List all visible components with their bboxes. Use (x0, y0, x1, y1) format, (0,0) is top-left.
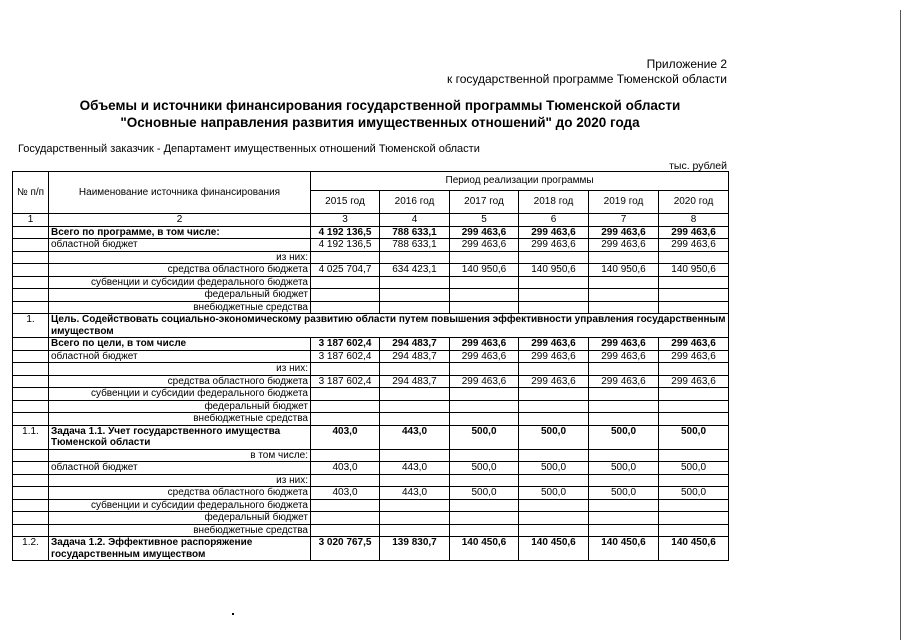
row-number (13, 474, 49, 487)
value-cell: 500,0 (519, 487, 589, 500)
header-year: 2016 год (380, 191, 450, 214)
value-cell (519, 400, 589, 413)
value-cell (380, 251, 450, 264)
value-cell: 4 025 704,7 (311, 264, 380, 277)
value-cell: 500,0 (450, 462, 519, 475)
value-cell (589, 524, 659, 537)
value-cell: 299 463,6 (659, 239, 729, 252)
row-number (13, 388, 49, 401)
table-row (13, 388, 729, 401)
value-cell (380, 400, 450, 413)
value-cell (519, 363, 589, 376)
table-row (13, 338, 729, 351)
header-col-no: № п/п (13, 172, 49, 214)
value-cell (589, 289, 659, 302)
value-cell: 294 483,7 (380, 350, 450, 363)
row-number (13, 350, 49, 363)
row-number (13, 462, 49, 475)
table-row (13, 276, 729, 289)
units-label: тыс. рублей (669, 160, 727, 172)
table-row (13, 350, 729, 363)
value-cell: 294 483,7 (380, 375, 450, 388)
value-cell: 299 463,6 (659, 338, 729, 351)
value-cell (450, 388, 519, 401)
table-row (13, 524, 729, 537)
value-cell: 140 950,6 (659, 264, 729, 277)
value-cell: 299 463,6 (659, 375, 729, 388)
value-cell (589, 449, 659, 462)
table-row (13, 474, 729, 487)
value-cell (589, 512, 659, 525)
row-number (13, 338, 49, 351)
header-year: 2017 год (450, 191, 519, 214)
value-cell (519, 499, 589, 512)
value-cell: 4 192 136,5 (311, 226, 380, 239)
value-cell (589, 474, 659, 487)
row-name: средства областного бюджета (49, 264, 311, 277)
header-row-1 (13, 172, 729, 191)
value-cell (519, 276, 589, 289)
row-number (13, 239, 49, 252)
table-row (13, 264, 729, 277)
row-number (13, 524, 49, 537)
appendix-line1: Приложение 2 (646, 57, 727, 71)
value-cell (659, 400, 729, 413)
value-cell: 403,0 (311, 462, 380, 475)
value-cell (519, 413, 589, 426)
value-cell: 443,0 (380, 487, 450, 500)
table-row (13, 363, 729, 376)
value-cell (589, 251, 659, 264)
value-cell (659, 524, 729, 537)
row-name: из них: (49, 474, 311, 487)
value-cell (589, 276, 659, 289)
value-cell (311, 388, 380, 401)
value-cell (450, 499, 519, 512)
table-row (13, 537, 729, 561)
value-cell: 299 463,6 (589, 239, 659, 252)
row-name: Задача 1.1. Учет государственного имущества Тюменской области (49, 425, 311, 449)
value-cell (380, 388, 450, 401)
value-cell: 403,0 (311, 425, 380, 449)
table-row (13, 413, 729, 426)
value-cell: 4 192 136,5 (311, 239, 380, 252)
value-cell: 299 463,6 (589, 350, 659, 363)
value-cell: 403,0 (311, 487, 380, 500)
value-cell (450, 276, 519, 289)
table-row (13, 512, 729, 525)
table-row (13, 226, 729, 239)
value-cell: 500,0 (659, 487, 729, 500)
value-cell (659, 413, 729, 426)
value-cell (311, 524, 380, 537)
column-number: 4 (380, 214, 450, 227)
row-name: федеральный бюджет (49, 400, 311, 413)
value-cell: 299 463,6 (589, 375, 659, 388)
table-row (13, 375, 729, 388)
value-cell: 299 463,6 (519, 226, 589, 239)
row-number (13, 289, 49, 302)
row-number (13, 264, 49, 277)
value-cell (450, 251, 519, 264)
row-number (13, 251, 49, 264)
value-cell (519, 512, 589, 525)
value-cell: 299 463,6 (589, 338, 659, 351)
row-number (13, 226, 49, 239)
value-cell: 140 950,6 (589, 264, 659, 277)
row-name: внебюджетные средства (49, 413, 311, 426)
value-cell: 299 463,6 (450, 226, 519, 239)
value-cell: 500,0 (519, 425, 589, 449)
value-cell: 634 423,1 (380, 264, 450, 277)
value-cell (311, 413, 380, 426)
header-period: Период реализации программы (311, 172, 729, 191)
state-customer: Государственный заказчик - Департамент имущественных отношений Тюменской области (18, 143, 480, 155)
value-cell (311, 301, 380, 314)
value-cell (380, 524, 450, 537)
value-cell (659, 363, 729, 376)
row-name: из них: (49, 363, 311, 376)
value-cell: 3 187 602,4 (311, 338, 380, 351)
value-cell (450, 289, 519, 302)
row-number: 1.1. (13, 425, 49, 449)
value-cell (519, 289, 589, 302)
row-name: областной бюджет (49, 462, 311, 475)
table-row (13, 289, 729, 302)
value-cell (659, 276, 729, 289)
value-cell: 299 463,6 (450, 350, 519, 363)
row-name: Всего по цели, в том числе (49, 338, 311, 351)
row-number (13, 363, 49, 376)
table-row (13, 251, 729, 264)
value-cell: 788 633,1 (380, 239, 450, 252)
appendix-note (447, 57, 727, 87)
row-name: в том числе: (49, 449, 311, 462)
row-name: средства областного бюджета (49, 487, 311, 500)
row-name: из них: (49, 251, 311, 264)
value-cell (311, 276, 380, 289)
value-cell (450, 474, 519, 487)
value-cell: 500,0 (659, 462, 729, 475)
row-name: областной бюджет (49, 239, 311, 252)
value-cell (380, 512, 450, 525)
value-cell (659, 449, 729, 462)
value-cell (311, 449, 380, 462)
value-cell: 140 950,6 (519, 264, 589, 277)
header-year: 2018 год (519, 191, 589, 214)
value-cell (380, 449, 450, 462)
value-cell (380, 413, 450, 426)
row-number (13, 276, 49, 289)
header-year: 2015 год (311, 191, 380, 214)
value-cell (659, 289, 729, 302)
value-cell: 500,0 (659, 425, 729, 449)
value-cell: 500,0 (589, 462, 659, 475)
row-name: средства областного бюджета (49, 375, 311, 388)
row-number (13, 375, 49, 388)
row-name: Задача 1.2. Эффективное распоряжение государственным имуществом (49, 537, 311, 561)
table-row (13, 301, 729, 314)
value-cell: 3 187 602,4 (311, 375, 380, 388)
value-cell (380, 276, 450, 289)
value-cell (311, 251, 380, 264)
value-cell: 299 463,6 (450, 338, 519, 351)
value-cell: 299 463,6 (450, 375, 519, 388)
value-cell (519, 474, 589, 487)
title-line1: Объемы и источники финансирования государственной программы Тюменской области (79, 98, 681, 113)
row-name: субвенции и субсидии федерального бюджета (49, 388, 311, 401)
table-row (13, 425, 729, 449)
value-cell: 788 633,1 (380, 226, 450, 239)
row-name: федеральный бюджет (49, 289, 311, 302)
value-cell (589, 388, 659, 401)
value-cell (589, 301, 659, 314)
row-name: федеральный бюджет (49, 512, 311, 525)
table-row (13, 487, 729, 500)
row-number (13, 301, 49, 314)
value-cell (311, 363, 380, 376)
value-cell (311, 289, 380, 302)
value-cell (519, 524, 589, 537)
row-name: Цель. Содействовать социально-экономическому развитию области путем повышения эффективности управления государственным имуществом (49, 314, 729, 338)
document-title (0, 97, 760, 131)
column-number-row (13, 214, 729, 227)
value-cell (311, 400, 380, 413)
row-number (13, 400, 49, 413)
column-number: 3 (311, 214, 380, 227)
row-number (13, 499, 49, 512)
table-row (13, 449, 729, 462)
value-cell (589, 363, 659, 376)
value-cell: 500,0 (589, 487, 659, 500)
value-cell: 443,0 (380, 425, 450, 449)
value-cell: 299 463,6 (519, 350, 589, 363)
title-line2: "Основные направления развития имущественных отношений" до 2020 года (120, 115, 640, 130)
value-cell (380, 474, 450, 487)
value-cell: 500,0 (519, 462, 589, 475)
value-cell (311, 474, 380, 487)
value-cell (450, 400, 519, 413)
row-number (13, 413, 49, 426)
value-cell: 299 463,6 (659, 350, 729, 363)
table-row (13, 462, 729, 475)
value-cell: 299 463,6 (519, 375, 589, 388)
value-cell (659, 474, 729, 487)
table-row (13, 400, 729, 413)
value-cell: 500,0 (589, 425, 659, 449)
column-number: 1 (13, 214, 49, 227)
table-row (13, 499, 729, 512)
financing-table (12, 171, 729, 561)
value-cell: 299 463,6 (519, 239, 589, 252)
row-number (13, 449, 49, 462)
value-cell (659, 251, 729, 264)
value-cell: 500,0 (450, 425, 519, 449)
value-cell (450, 524, 519, 537)
value-cell (589, 413, 659, 426)
stray-dot (232, 613, 234, 615)
value-cell: 140 450,6 (519, 537, 589, 561)
value-cell: 299 463,6 (519, 338, 589, 351)
row-name: внебюджетные средства (49, 301, 311, 314)
column-number: 2 (49, 214, 311, 227)
value-cell (519, 251, 589, 264)
value-cell (659, 499, 729, 512)
value-cell: 140 950,6 (450, 264, 519, 277)
column-number: 6 (519, 214, 589, 227)
value-cell (659, 512, 729, 525)
value-cell (380, 499, 450, 512)
row-number (13, 487, 49, 500)
appendix-line2: к государственной программе Тюменской области (447, 72, 727, 86)
value-cell (589, 499, 659, 512)
value-cell: 3 187 602,4 (311, 350, 380, 363)
page-edge-line (900, 10, 901, 640)
table-row (13, 239, 729, 252)
value-cell (519, 388, 589, 401)
value-cell: 299 463,6 (450, 239, 519, 252)
column-number: 5 (450, 214, 519, 227)
value-cell (450, 363, 519, 376)
header-year: 2020 год (659, 191, 729, 214)
header-col-name: Наименование источника финансирования (49, 172, 311, 214)
value-cell (380, 363, 450, 376)
row-name: субвенции и субсидии федерального бюджета (49, 499, 311, 512)
value-cell (450, 413, 519, 426)
value-cell: 299 463,6 (659, 226, 729, 239)
column-number: 8 (659, 214, 729, 227)
value-cell: 140 450,6 (589, 537, 659, 561)
value-cell (659, 301, 729, 314)
row-number (13, 512, 49, 525)
value-cell: 500,0 (450, 487, 519, 500)
value-cell (450, 512, 519, 525)
value-cell (450, 301, 519, 314)
row-name: внебюджетные средства (49, 524, 311, 537)
value-cell: 299 463,6 (589, 226, 659, 239)
value-cell (659, 388, 729, 401)
value-cell (450, 449, 519, 462)
value-cell: 443,0 (380, 462, 450, 475)
header-year: 2019 год (589, 191, 659, 214)
value-cell: 140 450,6 (450, 537, 519, 561)
row-number: 1. (13, 314, 49, 338)
value-cell (311, 512, 380, 525)
value-cell (311, 499, 380, 512)
value-cell (589, 400, 659, 413)
row-number: 1.2. (13, 537, 49, 561)
row-name: Всего по программе, в том числе: (49, 226, 311, 239)
value-cell (519, 449, 589, 462)
row-name: областной бюджет (49, 350, 311, 363)
column-number: 7 (589, 214, 659, 227)
value-cell (519, 301, 589, 314)
value-cell (380, 301, 450, 314)
value-cell (380, 289, 450, 302)
table-row (13, 314, 729, 338)
value-cell: 140 450,6 (659, 537, 729, 561)
value-cell: 139 830,7 (380, 537, 450, 561)
value-cell: 294 483,7 (380, 338, 450, 351)
value-cell: 3 020 767,5 (311, 537, 380, 561)
row-name: субвенции и субсидии федерального бюджета (49, 276, 311, 289)
